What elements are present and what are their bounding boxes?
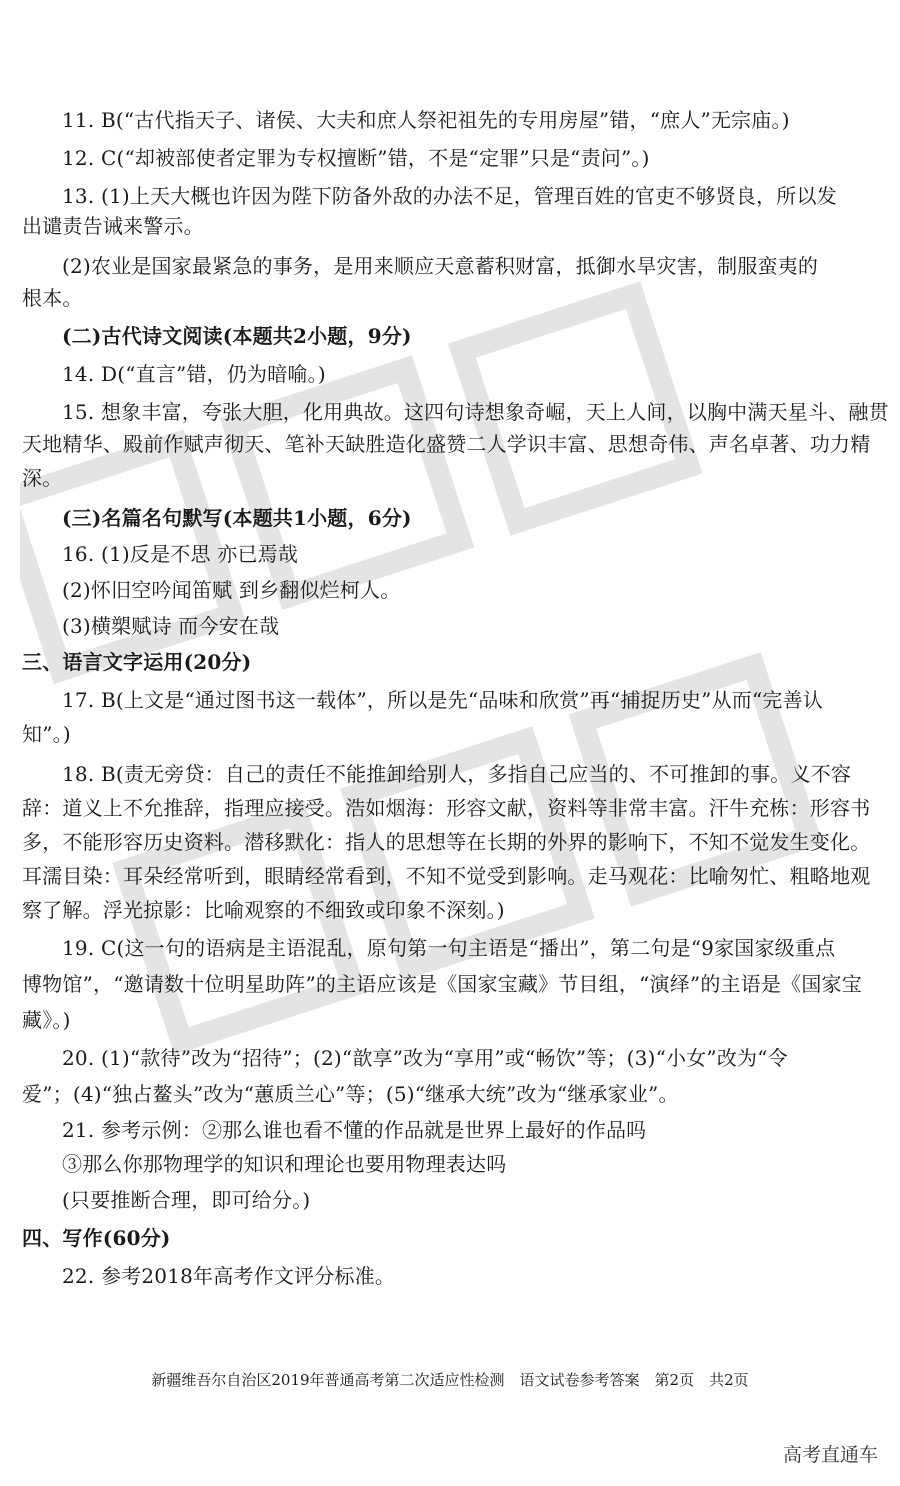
answer-15-cont-1: 天地精华、殿前作赋声彻天、笔补天缺胜造化盛赞二人学识丰富、思想奇伟、声名卓著、功力精 [22, 432, 871, 456]
answer-13-2-cont: 根本。 [22, 286, 83, 310]
answer-20: 20. (1)“款待”改为“招待”；(2)“歆享”改为“享用”或“畅饮”等；(3)“小女”改为“令 [62, 1046, 788, 1070]
answer-21: 21. 参考示例：②那么谁也看不懂的作品就是世界上最好的作品吗 [62, 1118, 647, 1142]
answer-17: 17. B(上文是“通过图书这一载体”，所以是先“品味和欣赏”再“捕捉历史”从而“完善认 [62, 688, 824, 712]
answer-18-cont-2: 多，不能形容历史资料。潜移默化：指人的思想等在长期的外界的影响下，不知不觉发生变化。 [22, 830, 871, 854]
section-writing: 四、写作(60分) [22, 1226, 171, 1250]
answer-18-cont-4: 察了解。浮光掠影：比喻观察的不细致或印象不深刻。) [22, 898, 505, 922]
answer-16-3: (3)横槊赋诗 而今安在哉 [62, 614, 280, 638]
answer-19-cont-1: 博物馆”，“邀请数十位明星助阵”的主语应该是《国家宝藏》节目组，“演绎”的主语是《国家宝 [22, 972, 862, 996]
answer-15-cont-2: 深。 [22, 466, 63, 490]
answer-13-2: (2)农业是国家最紧急的事务，是用来顺应天意蓄积财富，抵御水旱灾害，制服蛮夷的 [62, 254, 819, 278]
answer-18-cont-3: 耳濡目染：耳朵经常听到，眼睛经常看到，不知不觉受到影响。走马观花：比喻匆忙、粗略地观 [22, 864, 871, 888]
section-language-use: 三、语言文字运用(20分) [22, 650, 252, 674]
answer-19-cont-2: 藏》。) [22, 1008, 71, 1032]
answer-11: 11. B(“古代指天子、诸侯、大夫和庶人祭祀祖先的专用房屋”错，“庶人”无宗庙。) [62, 108, 790, 132]
answer-14: 14. D(“直言”错，仍为暗喻。) [62, 362, 326, 386]
answer-16-1: 16. (1)反是不思 亦已焉哉 [62, 542, 299, 566]
section-poetry-reading: (二)古代诗文阅读(本题共2小题，9分) [62, 324, 412, 348]
answer-18: 18. B(责无旁贷：自己的责任不能推卸给别人，多指自己应当的、不可推卸的事。义不容 [62, 762, 852, 786]
answer-12: 12. C(“却被部使者定罪为专权擅断”错，不是“定罪”只是“责问”。) [62, 146, 650, 170]
answer-17-cont: 知”。) [22, 722, 71, 746]
answer-22: 22. 参考2018年高考作文评分标准。 [62, 1264, 396, 1288]
answer-20-cont: 爱”；(4)“独占鳌头”改为“蕙质兰心”等；(5)“继承大统”改为“继承家业”。 [22, 1082, 679, 1106]
answer-16-2: (2)怀旧空吟闻笛赋 到乡翻似烂柯人。 [62, 578, 401, 602]
corner-watermark-text: 高考直通车 [782, 1444, 878, 1466]
answer-19: 19. C(这一句的语病是主语混乱，原句第一句主语是“播出”，第二句是“9家国家级重点 [62, 936, 836, 960]
section-famous-lines: (三)名篇名句默写(本题共1小题，6分) [62, 506, 412, 530]
answer-15: 15. 想象丰富，夸张大胆，化用典故。这四句诗想象奇崛，天上人间，以胸中满天星斗、融贯 [62, 400, 889, 424]
answer-13-1-cont: 出谴责告诫来警示。 [22, 214, 204, 238]
answer-18-cont-1: 辞：道义上不允推辞，指理应接受。浩如烟海：形容文献，资料等非常丰富。汗牛充栋：形容书 [22, 796, 871, 820]
answer-13-1: 13. (1)上天大概也许因为陛下防备外敌的办法不足，管理百姓的官吏不够贤良，所以发 [62, 184, 837, 208]
answer-21-example-3: ③那么你那物理学的知识和理论也要用物理表达吗 [62, 1152, 507, 1176]
answer-21-note: (只要推断合理，即可给分。) [62, 1188, 311, 1212]
page-footer: 新疆维吾尔自治区2019年普通高考第二次适应性检测 语文试卷参考答案 第2页 共2页 [151, 1371, 749, 1389]
